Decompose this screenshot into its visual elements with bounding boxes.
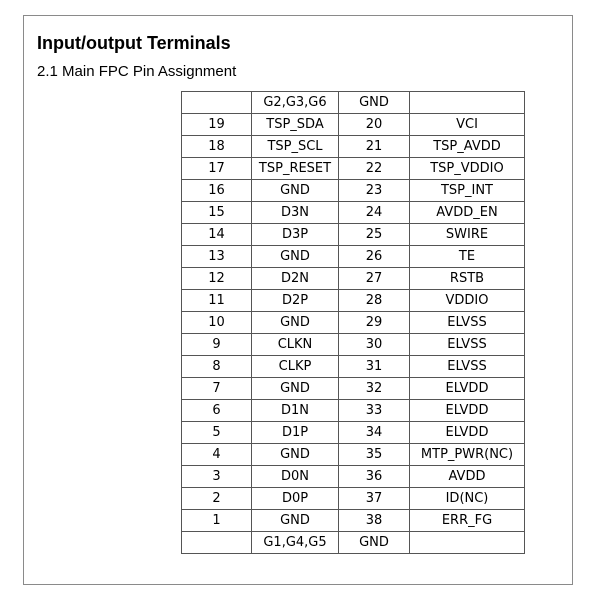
- left-pin-number: 9: [182, 334, 252, 356]
- right-pin-signal: MTP_PWR(NC): [410, 444, 525, 466]
- right-pin-signal: ELVDD: [410, 422, 525, 444]
- right-pin-number: 30: [339, 334, 410, 356]
- right-pin-number: 35: [339, 444, 410, 466]
- table-row: [182, 444, 525, 466]
- table-row: [182, 268, 525, 290]
- left-pin-signal: D3P: [252, 224, 339, 246]
- table-row: [182, 246, 525, 268]
- table-row: [182, 532, 525, 554]
- table-row: [182, 488, 525, 510]
- table-row: [182, 400, 525, 422]
- left-pin-number: 14: [182, 224, 252, 246]
- left-pin-signal: D3N: [252, 202, 339, 224]
- right-pin-number: 22: [339, 158, 410, 180]
- right-pin-number: 25: [339, 224, 410, 246]
- left-pin-signal: GND: [252, 246, 339, 268]
- right-pin-signal: ELVDD: [410, 400, 525, 422]
- right-pin-number: 23: [339, 180, 410, 202]
- right-pin-number: 26: [339, 246, 410, 268]
- table-row: [182, 180, 525, 202]
- right-pin-number: 27: [339, 268, 410, 290]
- left-pin-signal: GND: [252, 312, 339, 334]
- left-pin-number: 10: [182, 312, 252, 334]
- right-pin-number: GND: [339, 92, 410, 114]
- left-pin-number: 1: [182, 510, 252, 532]
- left-pin-number: [182, 92, 252, 114]
- right-pin-signal: ID(NC): [410, 488, 525, 510]
- left-pin-number: 17: [182, 158, 252, 180]
- table-row: [182, 334, 525, 356]
- right-pin-signal: SWIRE: [410, 224, 525, 246]
- section-subtitle: 2.1 Main FPC Pin Assignment: [37, 63, 237, 80]
- left-pin-signal: CLKP: [252, 356, 339, 378]
- right-pin-number: 31: [339, 356, 410, 378]
- table-row: [182, 158, 525, 180]
- right-pin-signal: ELVSS: [410, 334, 525, 356]
- left-pin-signal: GND: [252, 378, 339, 400]
- right-pin-signal: [410, 532, 525, 554]
- right-pin-signal: RSTB: [410, 268, 525, 290]
- right-pin-number: 33: [339, 400, 410, 422]
- left-pin-number: 11: [182, 290, 252, 312]
- table-row: [182, 378, 525, 400]
- left-pin-number: 18: [182, 136, 252, 158]
- left-pin-signal: D2P: [252, 290, 339, 312]
- table-row: [182, 92, 525, 114]
- left-pin-number: 19: [182, 114, 252, 136]
- table-row: [182, 224, 525, 246]
- right-pin-number: 34: [339, 422, 410, 444]
- table-row: [182, 290, 525, 312]
- left-pin-number: 6: [182, 400, 252, 422]
- right-pin-number: 32: [339, 378, 410, 400]
- right-pin-signal: TE: [410, 246, 525, 268]
- right-pin-signal: ERR_FG: [410, 510, 525, 532]
- right-pin-number: 29: [339, 312, 410, 334]
- left-pin-number: 2: [182, 488, 252, 510]
- table-row: [182, 136, 525, 158]
- left-pin-number: 16: [182, 180, 252, 202]
- right-pin-number: 28: [339, 290, 410, 312]
- left-pin-signal: GND: [252, 180, 339, 202]
- right-pin-number: 21: [339, 136, 410, 158]
- right-pin-number: 36: [339, 466, 410, 488]
- left-pin-number: 7: [182, 378, 252, 400]
- table-row: [182, 202, 525, 224]
- right-pin-signal: VCI: [410, 114, 525, 136]
- table-row: [182, 466, 525, 488]
- left-pin-signal: TSP_SDA: [252, 114, 339, 136]
- left-pin-signal: G1,G4,G5: [252, 532, 339, 554]
- left-pin-signal: GND: [252, 444, 339, 466]
- left-pin-number: 8: [182, 356, 252, 378]
- left-pin-number: 13: [182, 246, 252, 268]
- left-pin-signal: TSP_RESET: [252, 158, 339, 180]
- table-row: [182, 356, 525, 378]
- left-pin-number: 12: [182, 268, 252, 290]
- pin-table-body: [182, 92, 525, 554]
- right-pin-number: 38: [339, 510, 410, 532]
- left-pin-number: 4: [182, 444, 252, 466]
- right-pin-signal: TSP_AVDD: [410, 136, 525, 158]
- left-pin-number: [182, 532, 252, 554]
- pin-assignment-table: [181, 91, 525, 554]
- left-pin-signal: D1N: [252, 400, 339, 422]
- right-pin-number: 20: [339, 114, 410, 136]
- table-row: [182, 422, 525, 444]
- section-title: Input/output Terminals: [37, 33, 231, 53]
- left-pin-signal: TSP_SCL: [252, 136, 339, 158]
- left-pin-signal: D1P: [252, 422, 339, 444]
- left-pin-signal: G2,G3,G6: [252, 92, 339, 114]
- table-row: [182, 510, 525, 532]
- table-row: [182, 312, 525, 334]
- right-pin-signal: TSP_INT: [410, 180, 525, 202]
- right-pin-signal: AVDD_EN: [410, 202, 525, 224]
- left-pin-signal: D0N: [252, 466, 339, 488]
- right-pin-signal: AVDD: [410, 466, 525, 488]
- left-pin-signal: D0P: [252, 488, 339, 510]
- left-pin-number: 5: [182, 422, 252, 444]
- right-pin-signal: ELVSS: [410, 312, 525, 334]
- left-pin-signal: GND: [252, 510, 339, 532]
- left-pin-signal: CLKN: [252, 334, 339, 356]
- right-pin-signal: TSP_VDDIO: [410, 158, 525, 180]
- right-pin-number: GND: [339, 532, 410, 554]
- left-pin-number: 15: [182, 202, 252, 224]
- right-pin-signal: [410, 92, 525, 114]
- right-pin-signal: ELVDD: [410, 378, 525, 400]
- left-pin-signal: D2N: [252, 268, 339, 290]
- right-pin-number: 37: [339, 488, 410, 510]
- right-pin-signal: VDDIO: [410, 290, 525, 312]
- table-row: [182, 114, 525, 136]
- left-pin-number: 3: [182, 466, 252, 488]
- right-pin-number: 24: [339, 202, 410, 224]
- right-pin-signal: ELVSS: [410, 356, 525, 378]
